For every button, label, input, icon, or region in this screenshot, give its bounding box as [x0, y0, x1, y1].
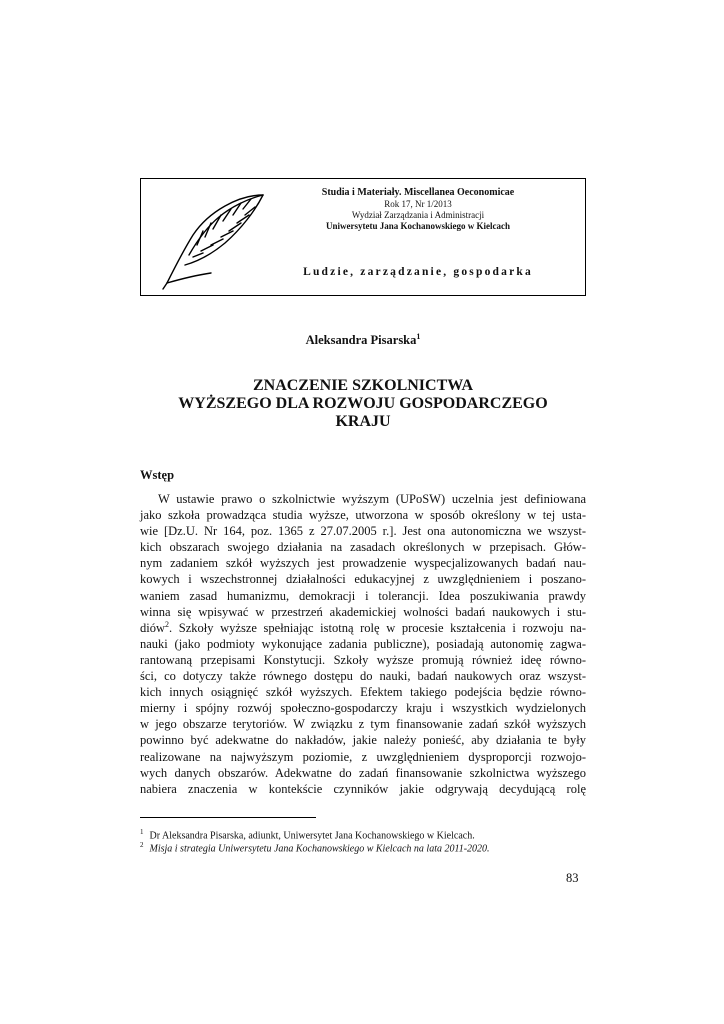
body-line: kich obszarach swojego działania na zasadach określonych w przepisach. Głów-: [140, 540, 586, 555]
article-title: [140, 377, 586, 431]
body-line: W ustawie prawo o szkolnictwie wyższym (UPoSW) uczelnia jest definiowana: [158, 492, 586, 506]
journal-series: Ludzie, zarządzanie, gospodarka: [303, 266, 533, 278]
footnote-text: Dr Aleksandra Pisarska, adiunkt, Uniwersytet Jana Kochanowskiego w Kielcach.: [149, 830, 475, 842]
title-line: WYŻSZEGO DLA ROZWOJU GOSPODARCZEGO: [178, 395, 548, 412]
body-paragraph: [140, 491, 586, 797]
body-line: kowych i wszechstronnej działalności edukacyjnej z uwzględnieniem i poszano-: [140, 572, 586, 587]
body-line: mierny i spójny rozwój społeczno-gospodarczy kraju i wszystkich wydzielonych: [140, 701, 586, 716]
body-line: jako szkoła prowadząca studia wyższe, utworzona w sposób określony w tej usta-: [140, 508, 586, 523]
author-footnote-mark: 1: [416, 332, 421, 341]
journal-issue: Rok 17, Nr 1/2013: [384, 199, 452, 209]
body-line: nym zadaniem szkół wyższych jest prowadzenie wyspecjalizowanych badań nau-: [140, 556, 586, 571]
body-line: nabiera znaczenia w kontekście czynników jakie odgrywają decydującą rolę: [140, 781, 586, 796]
body-line: waniem zasad humanizmu, demokracji i tolerancji. Idea poszukiwania prawdy: [140, 588, 586, 603]
footnote-mark: 2: [165, 619, 169, 629]
body-line: winna się wpisywać w przestrzeń akademickiej wolności badań naukowych i stu-: [140, 604, 586, 619]
article-author: [140, 332, 586, 348]
footnote-mark: 1: [140, 828, 144, 836]
author-name: Aleksandra Pisarska: [305, 333, 417, 348]
page-number: 83: [566, 871, 579, 885]
section-heading: Wstęp: [140, 468, 175, 482]
journal-header-box: [140, 178, 586, 296]
footnote-mark: 2: [140, 841, 144, 849]
body-line: w jego obszarze terytoriów. W związku z tym finansowanie zadań szkół wyższych: [140, 717, 586, 732]
body-line: wych danych obszarów. Adekwatne do zadań finansowanie szkolnictwa wyższego: [140, 765, 586, 780]
quill-pen-icon: [151, 185, 271, 291]
footnote: [140, 839, 586, 855]
body-line: kich innych osiągnięć szkół wyższych. Efektem takiego podejścia będzie równo-: [140, 685, 586, 700]
footnote-text: Misja i strategia Uniwersytetu Jana Kochanowskiego w Kielcach na lata 2011-2020.: [149, 843, 490, 855]
body-line: nauki (jako podmioty wykonujące zadania publiczne), posiadają autonomię zagwa-: [140, 636, 586, 651]
body-line: realizowane na najwyższym poziomie, z uwzględnieniem dysproporcji rozwojo-: [140, 749, 586, 764]
body-line-with-note: [140, 620, 586, 636]
journal-title: Studia i Materiały. Miscellanea Oeconomicae: [321, 187, 515, 198]
title-line: ZNACZENIE SZKOLNICTWA: [252, 377, 474, 394]
body-line-start: diów: [140, 620, 165, 635]
footnote-divider: [140, 817, 316, 818]
journal-department: Wydział Zarządzania i Administracji: [351, 210, 485, 220]
body-line: powinno być adekwatne do nakładów, jakie należy ponieść, aby działania te były: [140, 733, 586, 748]
title-line: KRAJU: [335, 413, 391, 430]
body-line: wie [Dz.U. Nr 164, poz. 1365 z 27.07.2005 r.]. Jest ona autonomiczna we wszyst-: [140, 524, 586, 539]
body-line-end: . Szkoły wyższe spełniając istotną rolę w procesie kształcenia i rozwoju na-: [169, 620, 586, 635]
body-line: rantowaną przepisami Konstytucji. Szkoły wyższe promują również ideę równo-: [140, 652, 586, 667]
journal-university: Uniwersytetu Jana Kochanowskiego w Kielcach: [326, 221, 510, 231]
body-line: ści, co dotyczy także równego dostępu do nauki, badań naukowych oraz wszyst-: [140, 669, 586, 684]
